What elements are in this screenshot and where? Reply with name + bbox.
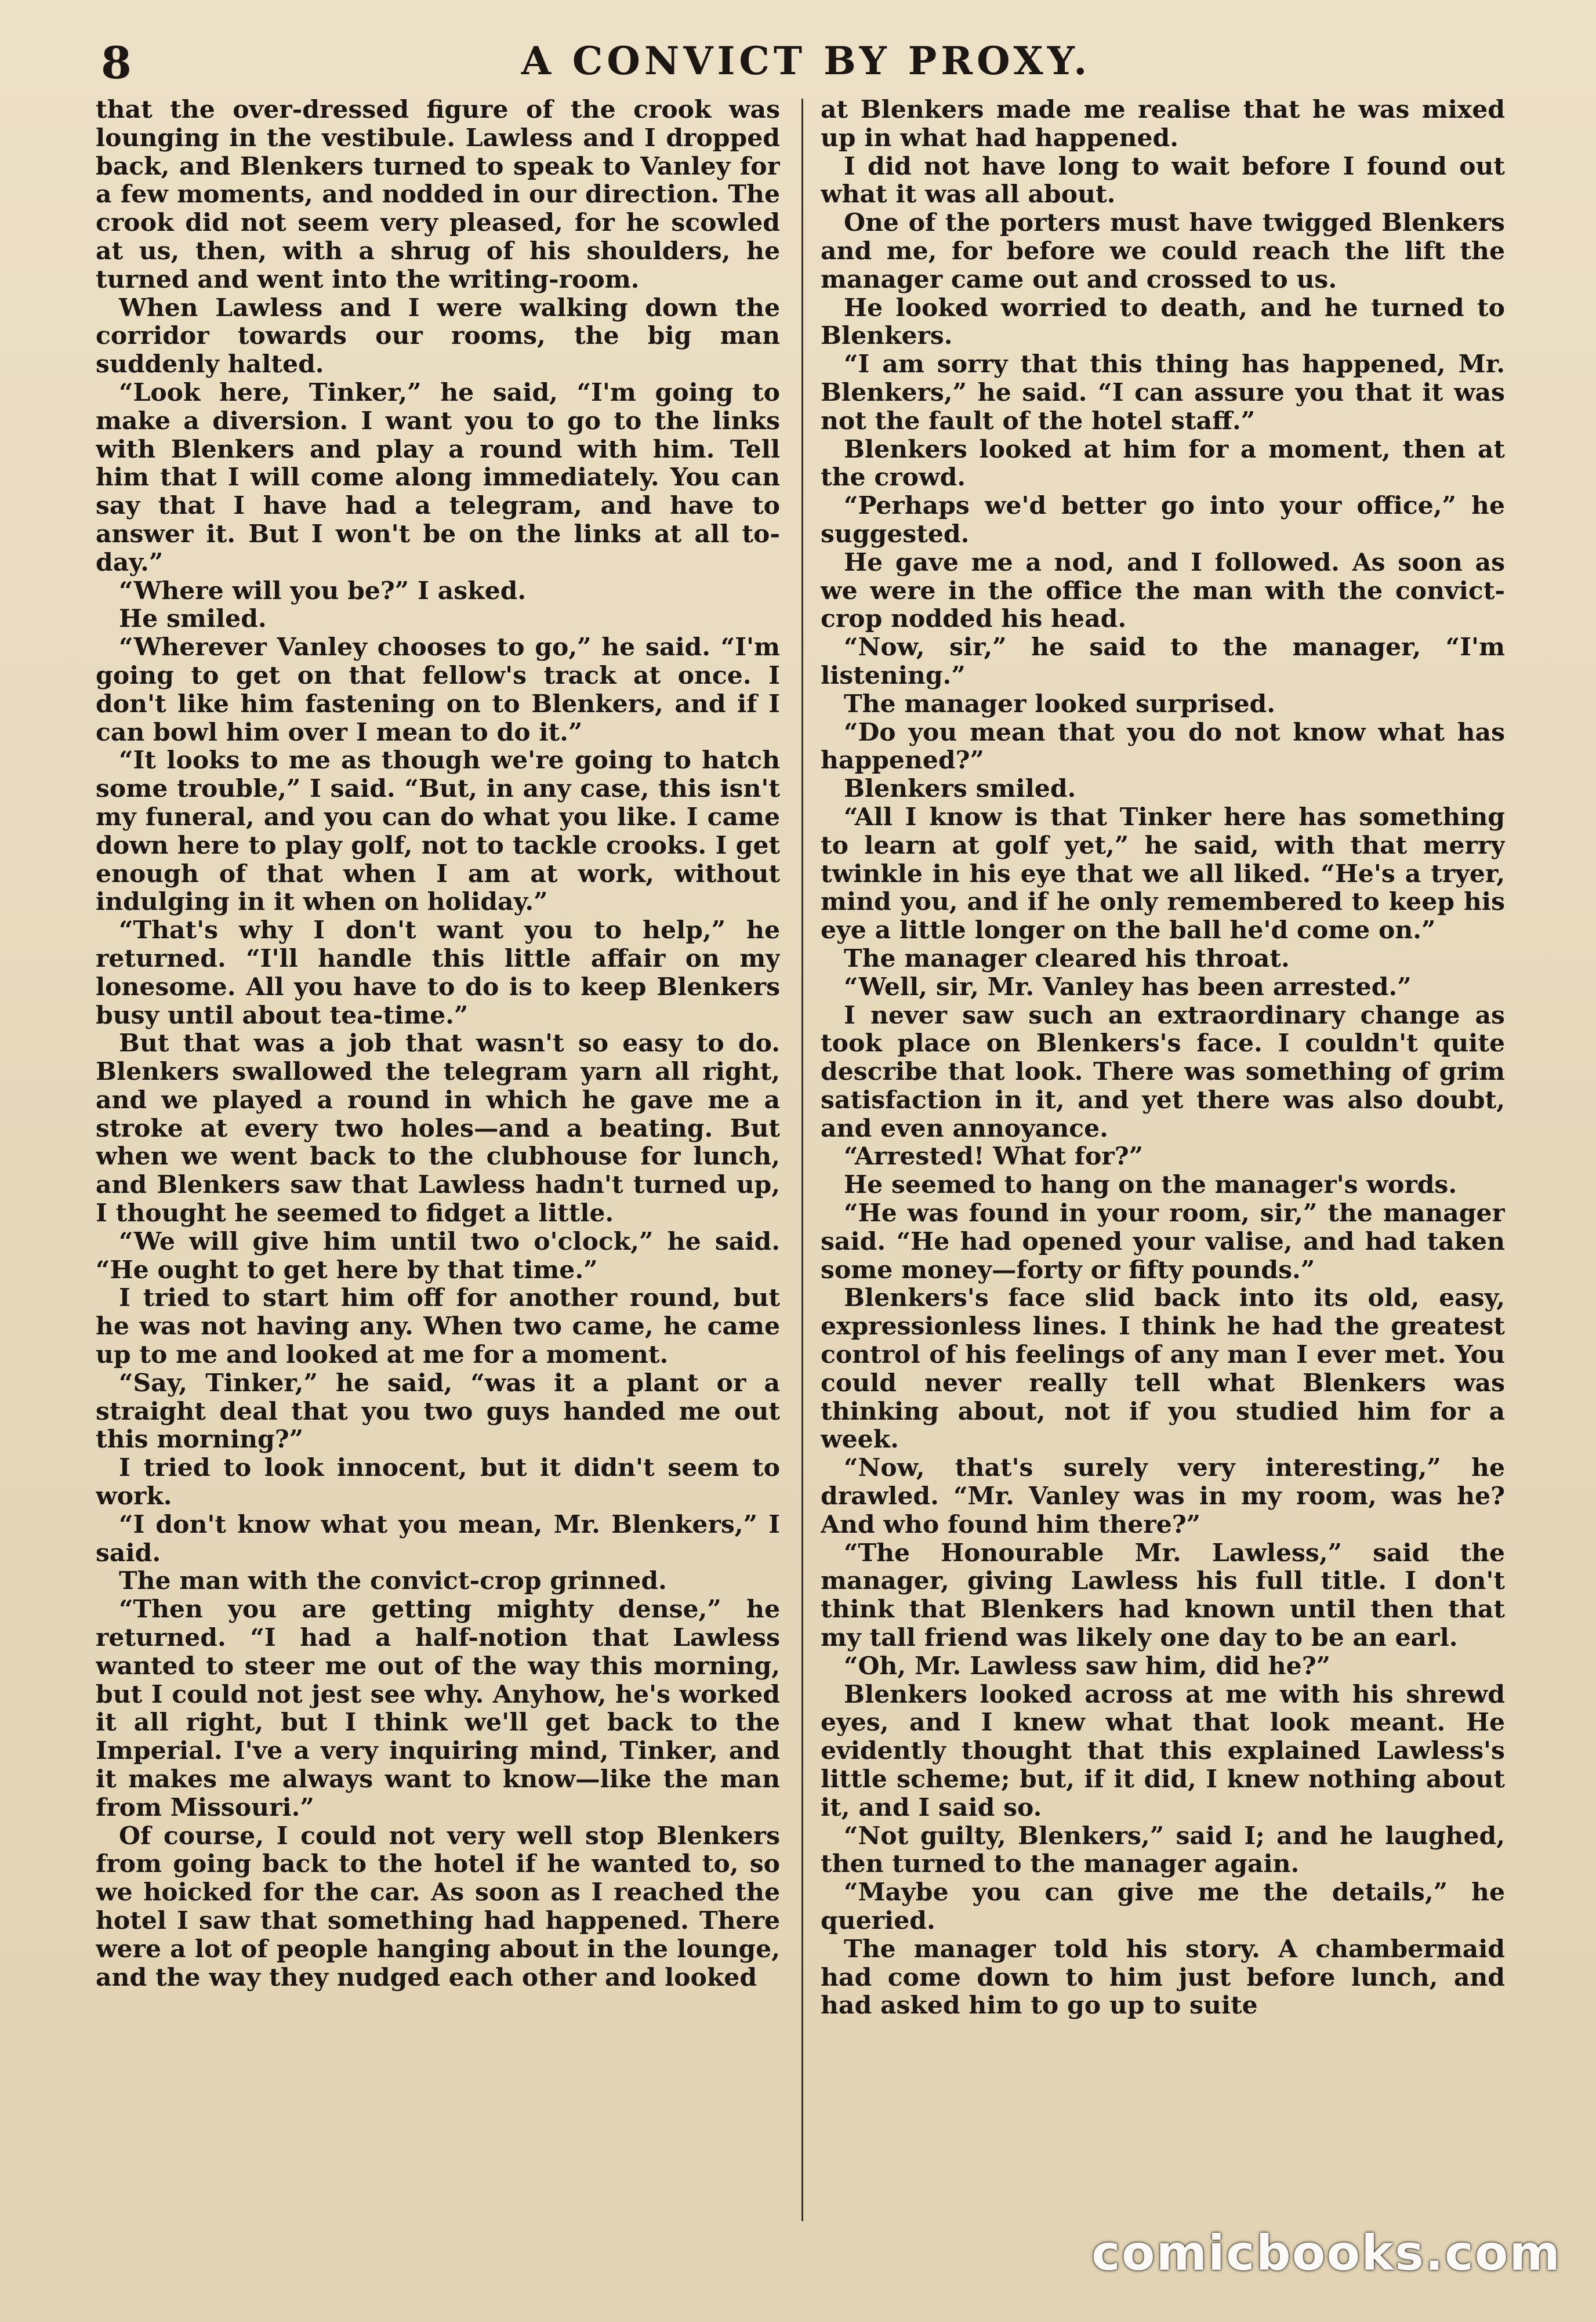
paragraph: “That's why I don't want you to help,” he returned. “I'll handle this little affair on my lonesome. All you have to do is to keep Blenkers busy until about tea-time.”: [96, 916, 780, 1030]
paragraph: “It looks to me as though we're going to hatch some trouble,” I said. “But, in any case, this isn't my funeral, and you can do what you like. I came down here to play golf, not to tackle crooks. I get enough of that when I am at work, without indulging in it when on holiday.”: [96, 746, 780, 917]
paragraph: Blenkers looked at him for a moment, then at the crowd.: [821, 434, 1505, 492]
running-title: A CONVICT BY PROXY.: [521, 38, 1091, 84]
right-column: [821, 96, 1505, 2230]
paragraph: He seemed to hang on the manager's words.: [844, 1170, 1457, 1200]
paragraph: One of the porters must have twigged Blenkers and me, for before we could reach the lift the manager came out and crossed to us.: [821, 208, 1505, 294]
paragraph: at Blenkers made me realise that he was mixed up in what had happened.: [821, 96, 1505, 153]
paragraph: “Where will you be?” I asked.: [119, 576, 527, 605]
paragraph: When Lawless and I were walking down the corridor towards our rooms, the big man suddenly halted.: [96, 293, 780, 379]
paragraph: “Perhaps we'd better go into your office,” he suggested.: [821, 491, 1505, 549]
paragraph: The manager told his story. A chambermaid had come down to him just before lunch, and had asked him to go up to suite: [821, 1934, 1505, 2020]
paragraph: “We will give him until two o'clock,” he said. “He ought to get here by that time.”: [96, 1227, 780, 1285]
left-column: [96, 96, 780, 2230]
paragraph: “Arrested! What for?”: [844, 1142, 1144, 1171]
paragraph: Blenkers smiled.: [844, 774, 1076, 804]
paragraph: “All I know is that Tinker here has something to learn at golf yet,” he said, with that merry twinkle in his eye that we all liked. “He's a tryer, mind you, and if he only remembered to keep his eye a little longer on the ball he'd come on.”: [821, 802, 1505, 945]
paragraph: But that was a job that wasn't so easy to do. Blenkers swallowed the telegram yarn all right, and we played a round in which he gave me a stroke at every two holes—and a beating. But when we went back to the clubhouse for lunch, and Blenkers saw that Lawless hadn't turned up, I thought he seemed to fidget a little.: [96, 1029, 780, 1228]
paragraph: “The Honourable Mr. Lawless,” said the manager, giving Lawless his full title. I don't think that Blenkers had known until then that my tall friend was likely one day to be an earl.: [821, 1538, 1505, 1653]
page-header: [87, 35, 1525, 99]
paragraph: “Oh, Mr. Lawless saw him, did he?”: [844, 1651, 1331, 1681]
paragraph: Blenkers's face slid back into its old, easy, expressionless lines. I think he had the greatest control of his feelings of any man I ever met. You could never really tell what Blenkers was thinking about, not if you studied him for a week.: [821, 1283, 1505, 1454]
paragraph: “Now, that's surely very interesting,” he drawled. “Mr. Vanley was in my room, was he? And who found him there?”: [821, 1453, 1505, 1539]
paragraph: “Do you mean that you do not know what has happened?”: [821, 717, 1505, 775]
paragraph: I never saw such an extraordinary change as took place on Blenkers's face. I couldn't quite describe that look. There was something of grim satisfaction in it, and yet there was also doubt, and even annoyance.: [821, 1000, 1505, 1143]
page-number: 8: [101, 37, 132, 89]
paragraph: He looked worried to death, and he turned to Blenkers.: [821, 293, 1505, 351]
paragraph: “I don't know what you mean, Mr. Blenkers,” I said.: [96, 1510, 780, 1568]
paragraph: He gave me a nod, and I followed. As soon as we were in the office the man with the convict-crop nodded his head.: [821, 547, 1505, 634]
column-divider: [801, 99, 803, 2221]
paragraph: “Then you are getting mighty dense,” he returned. “I had a half-notion that Lawless wanted to steer me out of the way this morning, but I could not jest see why. Anyhow, he's worked it all right, but I think we'll get back to the Imperial. I've a very inquiring mind, Tinker, and it makes me always want to know—like the man from Missouri.”: [96, 1595, 780, 1822]
paragraph: He smiled.: [119, 604, 267, 634]
paragraph: The manager cleared his throat.: [844, 944, 1290, 973]
paragraph: Of course, I could not very well stop Blenkers from going back to the hotel if he wanted to, so we hoicked for the car. As soon as I reached the hotel I saw that something had happened. There were a lot of people hanging about in the lounge, and the way they nudged each other and looked: [96, 1821, 780, 1992]
paragraph: The manager looked surprised.: [844, 689, 1276, 719]
paragraph: “Wherever Vanley chooses to go,” he said. “I'm going to get on that fellow's track at once. I don't like him fastening on to Blenkers, and if I can bowl him over I mean to do it.”: [96, 633, 780, 747]
paragraph: “He was found in your room, sir,” the manager said. “He had opened your valise, and had taken some money—forty or fifty pounds.”: [821, 1199, 1505, 1285]
paragraph: I did not have long to wait before I found out what it was all about.: [821, 151, 1505, 209]
paragraph: The man with the convict-crop grinned.: [119, 1566, 667, 1596]
paragraph: “Say, Tinker,” he said, “was it a plant or a straight deal that you two guys handed me out this morning?”: [96, 1368, 780, 1454]
site-watermark: comicbooks.com: [1091, 2225, 1561, 2281]
paragraph: I tried to start him off for another round, but he was not having any. When two came, he came up to me and looked at me for a moment.: [96, 1283, 780, 1370]
paragraph: Blenkers looked across at me with his shrewd eyes, and I knew what that look meant. He evidently thought that this explained Lawless's little scheme; but, if it did, I knew nothing about it, and I said so.: [821, 1679, 1505, 1822]
paragraph: I tried to look innocent, but it didn't seem to work.: [96, 1453, 780, 1511]
paragraph: “Now, sir,” he said to the manager, “I'm listening.”: [821, 633, 1505, 690]
paragraph: “Well, sir, Mr. Vanley has been arrested.”: [844, 972, 1412, 1002]
paragraph: “Maybe you can give me the details,” he queried.: [821, 1878, 1505, 1935]
paragraph: “Not guilty, Blenkers,” said I; and he laughed, then turned to the manager again.: [821, 1821, 1505, 1879]
paragraph: “I am sorry that this thing has happened, Mr. Blenkers,” he said. “I can assure you that it was not the fault of the hotel staff.”: [821, 350, 1505, 436]
paragraph: that the over-dressed figure of the crook was lounging in the vestibule. Lawless and I dropped back, and Blenkers turned to speak to Vanley for a few moments, and nodded in our direction. The crook did not seem very pleased, for he scowled at us, then, with a shrug of his shoulders, he turned and went into the writing-room.: [96, 96, 780, 294]
paragraph: “Look here, Tinker,” he said, “I'm going to make a diversion. I want you to go to the links with Blenkers and play a round with him. Tell him that I will come along immediately. You can say that I have had a telegram, and have to answer it. But I won't be on the links at all to-day.”: [96, 378, 780, 577]
